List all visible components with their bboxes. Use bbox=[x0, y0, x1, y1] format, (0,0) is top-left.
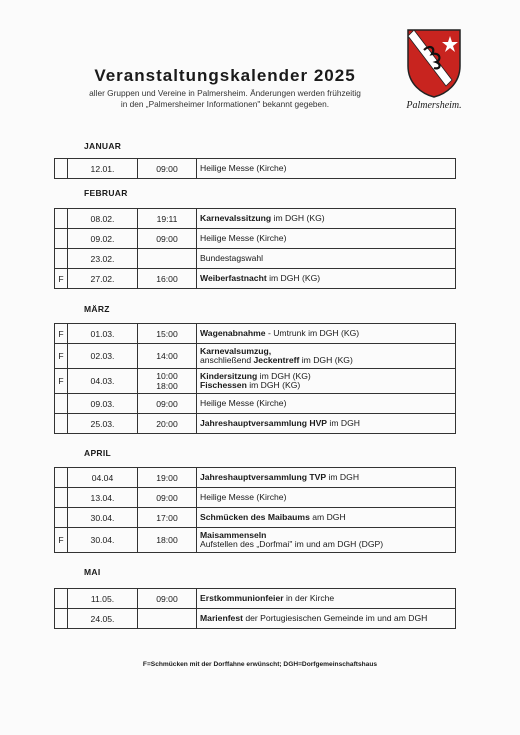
flag-cell: F bbox=[55, 369, 68, 393]
date-cell: 30.04. bbox=[68, 508, 138, 527]
time-cell bbox=[138, 209, 197, 228]
event-name: Marienfest bbox=[200, 612, 243, 623]
event-row bbox=[54, 507, 456, 527]
event-line bbox=[200, 399, 286, 408]
event-name-2: Fischessen bbox=[200, 380, 247, 390]
time-cell bbox=[138, 589, 197, 608]
date-cell: 11.05. bbox=[68, 589, 138, 608]
time-value: 10:00 bbox=[156, 371, 178, 381]
event-line bbox=[200, 419, 360, 428]
flag-cell bbox=[55, 468, 68, 487]
event-name: Jahreshauptversammlung HVP bbox=[200, 417, 328, 428]
event-detail-2: Aufstellen des „Dorfmai" im und am DGH (DGP) bbox=[200, 539, 384, 549]
event-cell bbox=[197, 468, 455, 487]
event-line bbox=[200, 234, 286, 243]
event-name: Wagenabnahme bbox=[200, 327, 266, 338]
event-detail-2: anschließend bbox=[200, 355, 254, 365]
month-heading-januar: JANUAR bbox=[84, 141, 122, 151]
event-line bbox=[200, 254, 263, 263]
flag-cell bbox=[55, 488, 68, 507]
time-value: 18:00 bbox=[156, 535, 178, 545]
month-heading-mai: MAI bbox=[84, 567, 101, 577]
subtitle-line-2: in den „Palmersheimer Informationen" bekannt gegeben. bbox=[120, 99, 330, 109]
event-detail-2b: im DGH (KG) bbox=[299, 355, 353, 365]
date-cell: 23.02. bbox=[68, 249, 138, 268]
flag-cell: F bbox=[55, 528, 68, 552]
event-detail: Heilige Messe (Kirche) bbox=[200, 491, 287, 502]
date-cell: 30.04. bbox=[68, 528, 138, 552]
event-cell bbox=[197, 229, 455, 248]
flag-cell bbox=[55, 609, 68, 628]
date-cell: 25.03. bbox=[68, 414, 138, 433]
event-cell bbox=[197, 249, 455, 268]
time-cell bbox=[138, 394, 197, 413]
time-cell bbox=[138, 508, 197, 527]
event-row bbox=[54, 413, 456, 434]
date-cell: 27.02. bbox=[68, 269, 138, 288]
flag-cell bbox=[55, 394, 68, 413]
time-value: 09:00 bbox=[156, 163, 178, 174]
event-row bbox=[54, 368, 456, 393]
event-row bbox=[54, 487, 456, 507]
month-heading-februar: FEBRUAR bbox=[84, 188, 128, 198]
event-line bbox=[200, 493, 286, 502]
date-cell: 04.03. bbox=[68, 369, 138, 393]
footer-legend: F=Schmücken mit der Dorffahne erwünscht; DGH=Dorfgemeinschaftshaus bbox=[142, 661, 378, 668]
event-cell bbox=[197, 159, 455, 178]
time-cell bbox=[138, 369, 197, 393]
event-cell bbox=[197, 269, 455, 288]
event-cell bbox=[197, 528, 455, 552]
month-heading-april: APRIL bbox=[84, 448, 111, 458]
event-cell bbox=[197, 508, 455, 527]
time-cell bbox=[138, 344, 197, 368]
event-detail-2b: im DGH (KG) bbox=[246, 380, 301, 390]
event-cell bbox=[197, 324, 455, 343]
event-detail: im DGH (KG) bbox=[266, 272, 321, 283]
time-cell bbox=[138, 609, 197, 628]
time-value: 19:00 bbox=[156, 472, 178, 483]
time-value: 16:00 bbox=[156, 273, 178, 284]
event-cell bbox=[197, 209, 455, 228]
time-cell bbox=[138, 269, 197, 288]
time-value: 09:00 bbox=[156, 233, 178, 244]
date-cell: 24.05. bbox=[68, 609, 138, 628]
event-cell bbox=[197, 369, 455, 393]
time-cell bbox=[138, 159, 197, 178]
time-cell bbox=[138, 414, 197, 433]
event-line bbox=[200, 473, 359, 482]
page-title: Veranstaltungskalender 2025 bbox=[94, 66, 356, 85]
event-row bbox=[54, 158, 456, 179]
subtitle-line-1: aller Gruppen und Vereine in Palmersheim. Änderungen werden frühzeitig bbox=[89, 88, 361, 98]
time-value: 09:00 bbox=[156, 492, 178, 503]
event-line-2 bbox=[200, 381, 300, 390]
time-value: 19:11 bbox=[156, 213, 178, 224]
event-name: Maisammenseln bbox=[200, 529, 267, 540]
date-cell: 02.03. bbox=[68, 344, 138, 368]
event-detail: im DGH bbox=[327, 417, 360, 428]
event-detail: der Portugiesischen Gemeinde im und am DGH bbox=[242, 612, 428, 623]
time-value: 20:00 bbox=[156, 418, 178, 429]
event-row bbox=[54, 323, 456, 343]
flag-cell bbox=[55, 589, 68, 608]
flag-cell: F bbox=[55, 269, 68, 288]
flag-cell bbox=[55, 249, 68, 268]
time-value-2: 18:00 bbox=[156, 381, 178, 391]
time-value: 09:00 bbox=[156, 398, 178, 409]
event-row bbox=[54, 228, 456, 248]
date-cell: 08.02. bbox=[68, 209, 138, 228]
event-name: Karnevalssitzung bbox=[200, 212, 272, 223]
flag-cell bbox=[55, 229, 68, 248]
event-line bbox=[200, 329, 359, 338]
time-value: 17:00 bbox=[156, 512, 178, 523]
time-value: 09:00 bbox=[156, 593, 178, 604]
event-cell bbox=[197, 414, 455, 433]
event-line-2 bbox=[200, 540, 383, 549]
event-detail: im DGH (KG) bbox=[257, 370, 311, 381]
event-detail: im DGH bbox=[326, 471, 360, 482]
event-row bbox=[54, 343, 456, 368]
date-cell: 04.04 bbox=[68, 468, 138, 487]
event-name: Karnevalsumzug, bbox=[200, 345, 272, 356]
event-name: Erstkommunionfeier bbox=[200, 592, 284, 603]
coat-of-arms-icon bbox=[406, 28, 462, 98]
event-cell bbox=[197, 488, 455, 507]
event-line bbox=[200, 614, 427, 623]
date-cell: 09.03. bbox=[68, 394, 138, 413]
date-cell: 01.03. bbox=[68, 324, 138, 343]
flag-cell bbox=[55, 414, 68, 433]
event-name: Schmücken des Maibaums bbox=[200, 511, 310, 522]
time-cell bbox=[138, 229, 197, 248]
event-detail: Heilige Messe (Kirche) bbox=[200, 397, 287, 408]
event-detail: Bundestagswahl bbox=[200, 252, 264, 263]
event-cell bbox=[197, 589, 455, 608]
event-detail: im DGH (KG) bbox=[271, 212, 325, 223]
crest-label: Palmersheim. bbox=[406, 100, 462, 111]
event-line-2 bbox=[200, 356, 353, 365]
event-row bbox=[54, 588, 456, 608]
date-cell: 12.01. bbox=[68, 159, 138, 178]
time-value: 14:00 bbox=[156, 351, 178, 361]
event-detail: am DGH bbox=[309, 511, 346, 522]
flag-cell: F bbox=[55, 324, 68, 343]
event-row bbox=[54, 393, 456, 413]
event-detail: Heilige Messe (Kirche) bbox=[200, 232, 287, 243]
time-cell bbox=[138, 468, 197, 487]
event-name-2: Jeckentreff bbox=[253, 355, 300, 365]
time-cell bbox=[138, 249, 197, 268]
time-cell bbox=[138, 324, 197, 343]
event-line bbox=[200, 214, 325, 223]
time-value: 15:00 bbox=[156, 328, 178, 339]
month-heading-maerz: MÄRZ bbox=[84, 304, 110, 314]
event-detail: in der Kirche bbox=[283, 592, 335, 603]
event-name: Jahreshauptversammlung TVP bbox=[200, 471, 327, 482]
flag-cell: F bbox=[55, 344, 68, 368]
event-row bbox=[54, 527, 456, 553]
flag-cell bbox=[55, 508, 68, 527]
flag-cell bbox=[55, 209, 68, 228]
event-row bbox=[54, 208, 456, 228]
event-line bbox=[200, 594, 334, 603]
time-cell bbox=[138, 528, 197, 552]
event-line bbox=[200, 164, 286, 173]
event-row bbox=[54, 248, 456, 268]
event-name: Weiberfastnacht bbox=[200, 272, 267, 283]
event-line bbox=[200, 513, 346, 522]
event-cell bbox=[197, 609, 455, 628]
event-line bbox=[200, 274, 320, 283]
date-cell: 13.04. bbox=[68, 488, 138, 507]
event-cell bbox=[197, 344, 455, 368]
event-cell bbox=[197, 394, 455, 413]
event-row bbox=[54, 268, 456, 289]
time-cell bbox=[138, 488, 197, 507]
event-detail: - Umtrunk im DGH (KG) bbox=[265, 327, 360, 338]
event-name: Kindersitzung bbox=[200, 370, 258, 381]
date-cell: 09.02. bbox=[68, 229, 138, 248]
flag-cell bbox=[55, 159, 68, 178]
event-row bbox=[54, 608, 456, 629]
event-row bbox=[54, 467, 456, 487]
event-detail: Heilige Messe (Kirche) bbox=[200, 162, 287, 173]
